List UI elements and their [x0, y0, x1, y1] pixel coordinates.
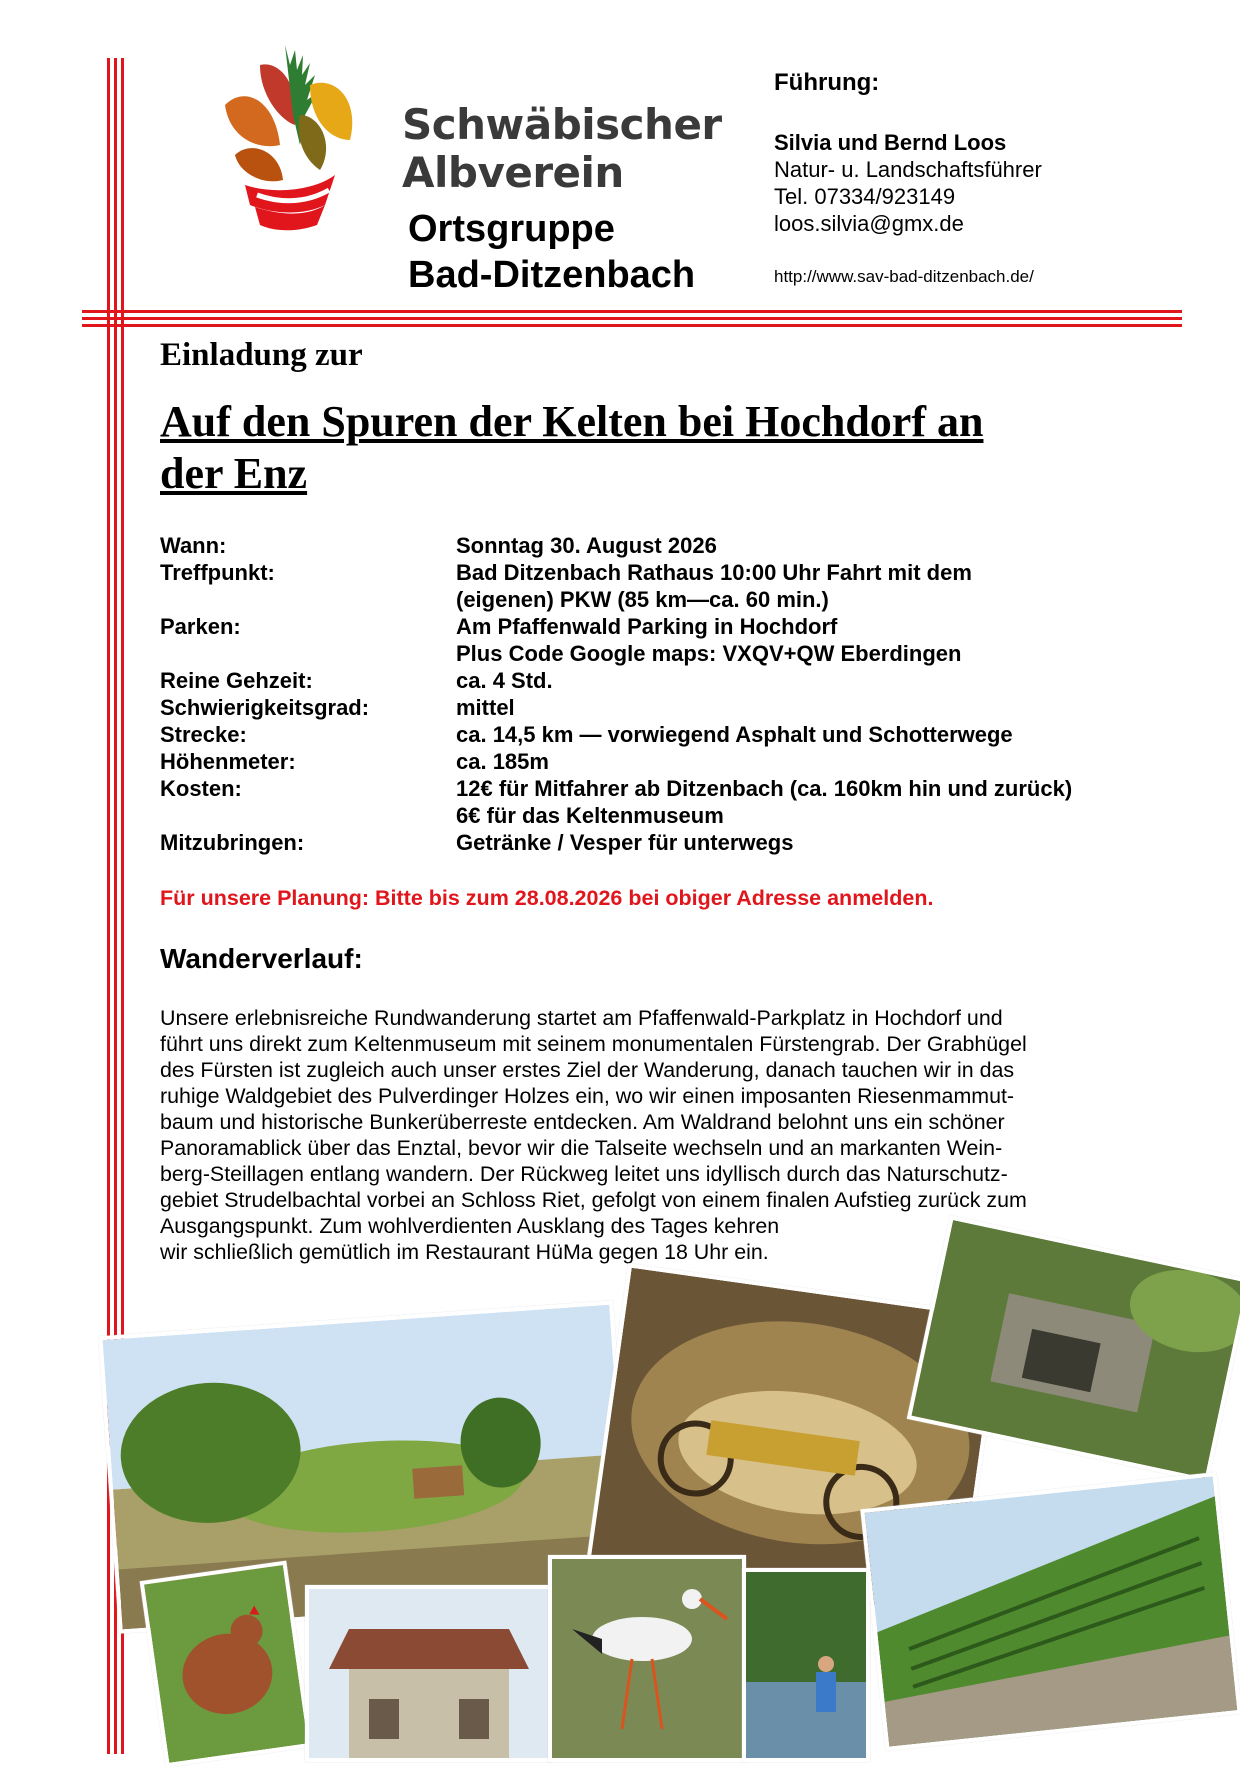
guide-email[interactable]: loos.silvia@gmx.de [774, 211, 964, 236]
detail-label: Mitzubringen: [160, 830, 305, 855]
detail-row [160, 532, 1200, 559]
detail-label: Wann: [160, 533, 227, 558]
detail-value: (eigenen) PKW (85 km—ca. 60 min.) [456, 587, 829, 612]
detail-value: mittel [456, 695, 515, 720]
route-heading: Wanderverlauf: [160, 943, 363, 974]
detail-row [160, 748, 1200, 775]
route-line: führt uns direkt zum Keltenmuseum mit seinem monumentalen Fürstengrab. Der Grabhügel [160, 1032, 1027, 1056]
detail-value: ca. 4 Std. [456, 668, 553, 693]
detail-row [160, 559, 1200, 586]
photo-barn [305, 1585, 553, 1762]
group-name-line2: Bad-Ditzenbach [408, 254, 696, 296]
route-line: Unsere erlebnisreiche Rundwanderung startet am Pfaffenwald-Parkplatz in Hochdorf und [160, 1006, 1003, 1030]
frame-line-h3 [82, 324, 1182, 327]
detail-value: Getränke / Vesper für unterwegs [456, 830, 794, 855]
detail-row [160, 694, 1200, 721]
guide-phone: Tel. 07334/923149 [774, 184, 956, 209]
guide-heading: Führung: [774, 69, 880, 96]
photo-hen [140, 1561, 313, 1767]
frame-line-h1 [82, 310, 1182, 313]
detail-row [160, 829, 1200, 856]
detail-label [160, 802, 456, 829]
page-title [160, 396, 1120, 500]
guide-role: Natur- u. Landschaftsführer [774, 157, 1042, 182]
detail-value: Plus Code Google maps: VXQV+QW Eberdingen [456, 641, 962, 666]
registration-notice: Für unsere Planung: Bitte bis zum 28.08.2026 bei obiger Adresse anmelden. [160, 886, 934, 910]
logo-title-line1: Schwäbischer [402, 100, 722, 149]
photo-river-walker [742, 1568, 870, 1762]
detail-label [160, 586, 456, 613]
detail-label: Parken: [160, 614, 241, 639]
route-line: wir schließlich gemütlich im Restaurant HüMa gegen 18 Uhr ein. [160, 1240, 769, 1264]
detail-label: Höhenmeter: [160, 749, 296, 774]
website-link[interactable]: http://www.sav-bad-ditzenbach.de/ [774, 267, 1034, 286]
detail-value: ca. 185m [456, 749, 549, 774]
photo-vineyard [860, 1472, 1240, 1751]
detail-label: Treffpunkt: [160, 560, 275, 585]
albverein-logo-icon [205, 45, 375, 245]
detail-value: ca. 14,5 km — vorwiegend Asphalt und Schotterwege [456, 722, 1013, 747]
title-line2: der Enz [160, 449, 308, 498]
detail-label: Strecke: [160, 722, 247, 747]
detail-value: 6€ für das Keltenmuseum [456, 803, 724, 828]
details-table [160, 532, 1200, 856]
logo-title-line2: Albverein [402, 148, 624, 197]
detail-value: Sonntag 30. August 2026 [456, 533, 717, 558]
detail-row [160, 667, 1200, 694]
detail-row [160, 613, 1200, 640]
detail-row [160, 802, 1200, 829]
route-line: gebiet Strudelbachtal vorbei an Schloss Riet, gefolgt von einem finalen Aufstieg zurück zum [160, 1188, 1027, 1212]
detail-label [160, 640, 456, 667]
detail-row [160, 586, 1200, 613]
invite-label: Einladung zur [160, 337, 363, 373]
title-line1: Auf den Spuren der Kelten bei Hochdorf an [160, 397, 984, 446]
route-line: Ausgangspunkt. Zum wohlverdienten Ausklang des Tages kehren [160, 1214, 780, 1238]
detail-label: Schwierigkeitsgrad: [160, 695, 370, 720]
route-line: ruhige Waldgebiet des Pulverdinger Holzes ein, wo wir einen imposanten Riesenmammut- [160, 1084, 1015, 1108]
detail-label: Kosten: [160, 776, 242, 801]
route-line: baum und historische Bunkerüberreste entdecken. Am Waldrand belohnt uns ein schöner [160, 1110, 1005, 1134]
route-description [160, 1005, 1180, 1265]
detail-value: Bad Ditzenbach Rathaus 10:00 Uhr Fahrt mit dem [456, 560, 972, 585]
photo-stork [548, 1555, 746, 1762]
frame-line-h2 [82, 317, 1182, 320]
route-line: Panoramablick über das Enztal, bevor wir die Talseite wechseln und an markanten Wein- [160, 1136, 1003, 1160]
detail-label: Reine Gehzeit: [160, 668, 313, 693]
group-name-line1: Ortsgruppe [408, 208, 615, 250]
route-line: des Fürsten ist zugleich auch unser erstes Ziel der Wanderung, danach tauchen wir in das [160, 1058, 1015, 1082]
detail-row [160, 775, 1200, 802]
guide-names: Silvia und Bernd Loos [774, 130, 1007, 155]
route-line: berg-Steillagen entlang wandern. Der Rückweg leitet uns idyllisch durch das Naturschutz- [160, 1162, 1008, 1186]
detail-value: Am Pfaffenwald Parking in Hochdorf [456, 614, 838, 639]
detail-row [160, 721, 1200, 748]
detail-value: 12€ für Mitfahrer ab Ditzenbach (ca. 160km hin und zurück) [456, 776, 1073, 801]
detail-row [160, 640, 1200, 667]
